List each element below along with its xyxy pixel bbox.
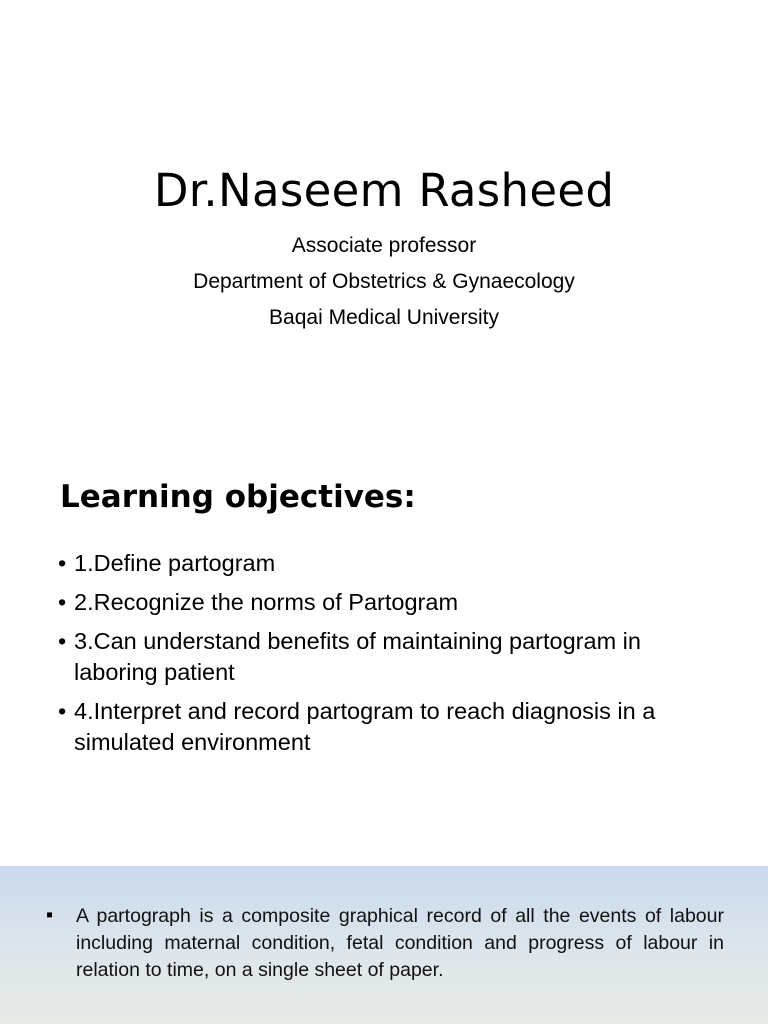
- bullet-icon: •: [58, 550, 67, 576]
- objective-text: 3.Can understand benefits of maintaining partogram in laboring patient: [74, 628, 641, 685]
- objectives-heading: Learning objectives:: [60, 479, 416, 515]
- presenter-department: Department of Obstetrics & Gynaecology: [193, 270, 575, 293]
- presenter-name: Dr.Naseem Rasheed: [153, 164, 615, 217]
- title-slide: [0, 0, 768, 432]
- objectives-slide: [0, 432, 768, 866]
- objective-text: 1.Define partogram: [74, 550, 276, 576]
- presenter-details: [0, 228, 768, 336]
- presenter-position: Associate professor: [291, 234, 477, 257]
- list-item: [58, 626, 728, 688]
- presenter-university: Baqai Medical University: [269, 306, 499, 329]
- bullet-icon: •: [58, 589, 67, 615]
- square-bullet-icon: ▪: [46, 904, 54, 926]
- objective-text: 2.Recognize the norms of Partogram: [74, 589, 459, 615]
- objective-text: 4.Interpret and record partogram to reach diagnosis in a simulated environment: [74, 698, 656, 755]
- list-item: [58, 587, 728, 618]
- list-item: [58, 696, 728, 758]
- bullet-icon: •: [58, 628, 67, 654]
- list-item: [58, 548, 728, 579]
- objectives-list: [58, 548, 728, 766]
- partograph-definition: A partograph is a composite graphical record of all the events of labour including maternal condition, fetal condition and progress of labour in relation to time, on a single sheet of paper.: [76, 905, 724, 981]
- bullet-icon: •: [58, 698, 67, 724]
- definition-slide: [0, 866, 768, 1024]
